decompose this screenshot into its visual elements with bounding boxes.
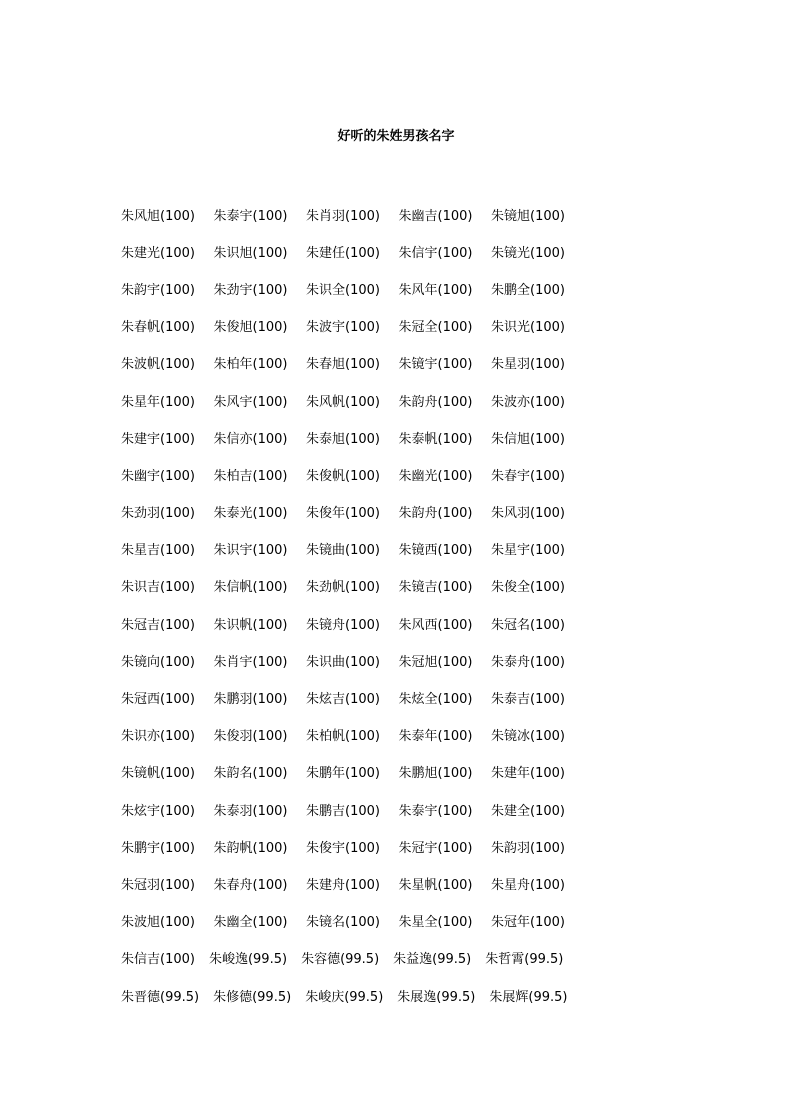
name-entry: 朱信宇(100) xyxy=(398,245,473,261)
name-list xyxy=(121,198,681,1016)
name-entry: 朱哲霄(99.5) xyxy=(485,952,564,968)
name-row xyxy=(121,272,681,309)
name-entry: 朱镜吉(100) xyxy=(398,580,473,596)
name-entry: 朱冠宇(100) xyxy=(398,840,473,856)
name-row xyxy=(121,235,681,272)
name-entry: 朱星舟(100) xyxy=(491,877,565,893)
name-entry: 朱鹏宇(100) xyxy=(121,840,195,856)
name-entry: 朱镜光(100) xyxy=(491,245,565,261)
name-entry: 朱泰光(100) xyxy=(213,506,288,522)
name-entry: 朱信帆(100) xyxy=(213,580,288,596)
name-row xyxy=(121,496,681,533)
name-entry: 朱冠全(100) xyxy=(398,320,473,336)
name-entry: 朱风西(100) xyxy=(398,617,473,633)
name-entry: 朱幽宇(100) xyxy=(121,468,195,484)
name-row xyxy=(121,310,681,347)
name-entry: 朱春旭(100) xyxy=(306,357,380,373)
name-entry: 朱波帆(100) xyxy=(121,357,195,373)
name-entry: 朱识光(100) xyxy=(491,320,565,336)
name-entry: 朱镜冰(100) xyxy=(491,729,565,745)
name-entry: 朱信吉(100) xyxy=(121,952,195,968)
name-entry: 朱风年(100) xyxy=(398,282,473,298)
name-entry: 朱识吉(100) xyxy=(121,580,195,596)
name-entry: 朱星年(100) xyxy=(121,394,195,410)
name-entry: 朱波宇(100) xyxy=(306,320,380,336)
name-entry: 朱镜帆(100) xyxy=(121,766,195,782)
name-entry: 朱晋德(99.5) xyxy=(121,989,200,1005)
name-row xyxy=(121,867,681,904)
name-entry: 朱镜宇(100) xyxy=(398,357,473,373)
name-entry: 朱劲羽(100) xyxy=(121,506,195,522)
name-entry: 朱展逸(99.5) xyxy=(397,989,476,1005)
name-entry: 朱肖羽(100) xyxy=(306,208,380,224)
name-entry: 朱信旭(100) xyxy=(491,431,565,447)
name-row xyxy=(121,719,681,756)
name-row xyxy=(121,533,681,570)
name-entry: 朱鹏全(100) xyxy=(491,282,565,298)
name-entry: 朱识宇(100) xyxy=(213,543,288,559)
name-entry: 朱镜向(100) xyxy=(121,654,195,670)
name-entry: 朱鹏吉(100) xyxy=(306,803,380,819)
name-entry: 朱镜名(100) xyxy=(306,915,380,931)
name-entry: 朱益逸(99.5) xyxy=(393,952,472,968)
name-entry: 朱建宇(100) xyxy=(121,431,195,447)
name-entry: 朱冠吉(100) xyxy=(121,617,195,633)
name-row xyxy=(121,644,681,681)
name-entry: 朱风帆(100) xyxy=(306,394,380,410)
name-entry: 朱劲帆(100) xyxy=(306,580,380,596)
name-row xyxy=(121,942,681,979)
name-entry: 朱炫全(100) xyxy=(398,692,473,708)
name-entry: 朱星帆(100) xyxy=(398,877,473,893)
name-entry: 朱鹏年(100) xyxy=(306,766,380,782)
name-entry: 朱韵宇(100) xyxy=(121,282,195,298)
name-entry: 朱劲宇(100) xyxy=(213,282,288,298)
name-entry: 朱建年(100) xyxy=(491,766,565,782)
name-row xyxy=(121,198,681,235)
name-entry: 朱幽光(100) xyxy=(398,468,473,484)
name-entry: 朱鹏旭(100) xyxy=(398,766,473,782)
name-entry: 朱泰宇(100) xyxy=(398,803,473,819)
name-entry: 朱俊羽(100) xyxy=(213,729,288,745)
name-entry: 朱泰旭(100) xyxy=(306,431,380,447)
name-entry: 朱冠名(100) xyxy=(491,617,565,633)
name-entry: 朱鹏羽(100) xyxy=(213,692,288,708)
name-entry: 朱星吉(100) xyxy=(121,543,195,559)
name-entry: 朱柏帆(100) xyxy=(306,729,380,745)
name-row xyxy=(121,830,681,867)
name-entry: 朱识旭(100) xyxy=(213,245,288,261)
name-entry: 朱韵羽(100) xyxy=(491,840,565,856)
name-entry: 朱俊全(100) xyxy=(491,580,565,596)
name-entry: 朱春舟(100) xyxy=(213,877,288,893)
name-row xyxy=(121,458,681,495)
name-entry: 朱泰舟(100) xyxy=(491,654,565,670)
name-entry: 朱冠西(100) xyxy=(121,692,195,708)
name-entry: 朱泰羽(100) xyxy=(213,803,288,819)
name-entry: 朱泰帆(100) xyxy=(398,431,473,447)
name-entry: 朱建任(100) xyxy=(306,245,380,261)
name-entry: 朱星羽(100) xyxy=(491,357,565,373)
name-row xyxy=(121,347,681,384)
name-entry: 朱容德(99.5) xyxy=(301,952,380,968)
name-entry: 朱泰吉(100) xyxy=(491,692,565,708)
name-row xyxy=(121,681,681,718)
name-entry: 朱韵舟(100) xyxy=(398,506,473,522)
name-entry: 朱肖宇(100) xyxy=(213,654,288,670)
name-entry: 朱信亦(100) xyxy=(213,431,288,447)
name-row xyxy=(121,570,681,607)
name-entry: 朱冠年(100) xyxy=(491,915,565,931)
name-entry: 朱星宇(100) xyxy=(491,543,565,559)
name-entry: 朱波旭(100) xyxy=(121,915,195,931)
name-entry: 朱星全(100) xyxy=(398,915,473,931)
name-entry: 朱韵舟(100) xyxy=(398,394,473,410)
name-entry: 朱韵名(100) xyxy=(213,766,288,782)
name-entry: 朱风羽(100) xyxy=(491,506,565,522)
name-entry: 朱建舟(100) xyxy=(306,877,380,893)
name-row xyxy=(121,979,681,1016)
name-entry: 朱建光(100) xyxy=(121,245,195,261)
name-entry: 朱俊旭(100) xyxy=(213,320,288,336)
name-entry: 朱识全(100) xyxy=(306,282,380,298)
name-entry: 朱镜西(100) xyxy=(398,543,473,559)
name-entry: 朱识帆(100) xyxy=(213,617,288,633)
name-entry: 朱柏年(100) xyxy=(213,357,288,373)
name-entry: 朱春帆(100) xyxy=(121,320,195,336)
name-entry: 朱识亦(100) xyxy=(121,729,195,745)
name-entry: 朱风宇(100) xyxy=(213,394,288,410)
name-entry: 朱春宇(100) xyxy=(491,468,565,484)
name-entry: 朱韵帆(100) xyxy=(213,840,288,856)
name-entry: 朱识曲(100) xyxy=(306,654,380,670)
name-entry: 朱建全(100) xyxy=(491,803,565,819)
name-entry: 朱炫宇(100) xyxy=(121,803,195,819)
name-row xyxy=(121,607,681,644)
name-row xyxy=(121,384,681,421)
name-entry: 朱峻庆(99.5) xyxy=(305,989,384,1005)
name-entry: 朱柏吉(100) xyxy=(213,468,288,484)
name-row xyxy=(121,905,681,942)
name-row xyxy=(121,793,681,830)
name-entry: 朱俊帆(100) xyxy=(306,468,380,484)
name-row xyxy=(121,756,681,793)
name-entry: 朱修德(99.5) xyxy=(213,989,292,1005)
name-entry: 朱镜旭(100) xyxy=(491,208,565,224)
document-title: 好听的朱姓男孩名字 xyxy=(337,129,455,144)
name-entry: 朱波亦(100) xyxy=(491,394,565,410)
name-entry: 朱风旭(100) xyxy=(121,208,195,224)
name-entry: 朱峻逸(99.5) xyxy=(208,952,288,968)
name-entry: 朱俊宇(100) xyxy=(306,840,380,856)
name-entry: 朱炫吉(100) xyxy=(306,692,380,708)
name-entry: 朱冠旭(100) xyxy=(398,654,473,670)
name-entry: 朱镜曲(100) xyxy=(306,543,380,559)
name-entry: 朱幽吉(100) xyxy=(398,208,473,224)
name-entry: 朱镜舟(100) xyxy=(306,617,380,633)
name-entry: 朱幽全(100) xyxy=(213,915,288,931)
name-entry: 朱俊年(100) xyxy=(306,506,380,522)
name-entry: 朱泰宇(100) xyxy=(213,208,288,224)
name-entry: 朱泰年(100) xyxy=(398,729,473,745)
name-row xyxy=(121,421,681,458)
name-entry: 朱冠羽(100) xyxy=(121,877,195,893)
name-entry: 朱展辉(99.5) xyxy=(489,989,568,1005)
